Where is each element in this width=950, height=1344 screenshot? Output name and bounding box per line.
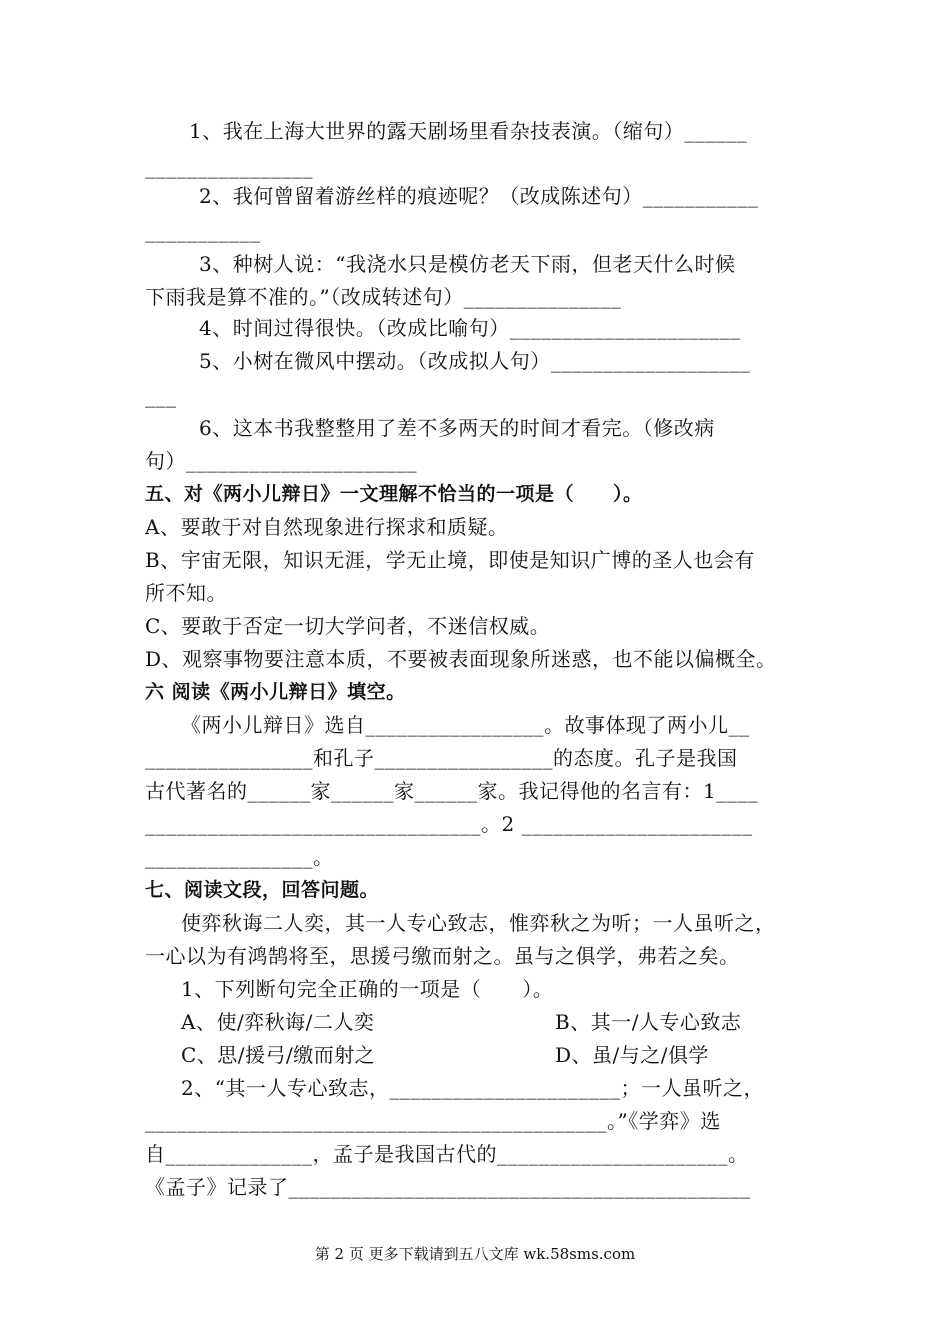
s6-line5: ________________。 bbox=[145, 845, 334, 869]
s6-line3: 古代著名的______家______家______家。我记得他的名言有：1____ bbox=[145, 779, 759, 803]
s5-option-b-line1: B、宇宙无限，知识无涯，学无止境，即使是知识广博的圣人也会有 bbox=[145, 548, 755, 572]
s7-q2-line4: 《孟子》记录了____________________________________________ bbox=[145, 1175, 751, 1199]
s4-q1-blank: ________________ bbox=[145, 155, 313, 179]
s4-q3-line1: 3、种树人说：“我浇水只是模仿老天下雨，但老天什么时候 bbox=[199, 252, 736, 276]
s5-option-c: C、要敢于否定一切大学问者，不迷信权威。 bbox=[145, 614, 551, 638]
s4-q2: 2、我何曾留着游丝样的痕迹呢？（改成陈述句）___________ bbox=[199, 184, 759, 208]
s5-option-d: D、观察事物要注意本质，不要被表面现象所迷惑，也不能以偏概全。 bbox=[145, 647, 777, 671]
s4-q6-line2: 句）______________________ bbox=[145, 449, 417, 473]
s6-line4: ________________________________。2 ______________________ bbox=[145, 812, 753, 836]
s7-q2-line1: 2、“其一人专心致志，______________________；一人虽听之， bbox=[181, 1076, 764, 1100]
s4-q6-line1: 6、这本书我整整用了差不多两天的时间才看完。（修改病 bbox=[199, 416, 715, 440]
s4-q2-blank: ___________ bbox=[145, 219, 261, 243]
s7-q1-options-row2 bbox=[145, 1040, 846, 1070]
s7-q2-line2: ____________________________________________。”《学弈》选 bbox=[145, 1109, 721, 1133]
s7-q2-line3: 自______________，孟子是我国古代的______________________。 bbox=[145, 1142, 749, 1166]
s6-line1: 《两小儿辩日》选自_________________。故事体现了两小儿__ bbox=[181, 713, 750, 737]
s7-q1-options-row1 bbox=[145, 1007, 846, 1037]
s7-option-a: A、使/弈秋诲/二人奕 bbox=[181, 1010, 375, 1034]
s4-q5: 5、小树在微风中摆动。（改成拟人句）___________________ bbox=[199, 349, 751, 373]
s5-option-b-line2: 所不知。 bbox=[145, 581, 227, 605]
s4-q5-blank: ___ bbox=[145, 384, 177, 408]
s5-option-a: A、要敢于对自然现象进行探求和质疑。 bbox=[145, 515, 509, 539]
s4-q4: 4、时间过得很快。（改成比喻句）______________________ bbox=[199, 316, 741, 340]
s6-title: 六 阅读《两小儿辩日》填空。 bbox=[145, 681, 406, 703]
s7-option-c: C、思/援弓/缴而射之 bbox=[181, 1043, 376, 1067]
s4-q3-line2: 下雨我是算不准的。”（改成转述句）_______________ bbox=[145, 285, 622, 309]
s7-passage-line1: 使弈秋诲二人奕，其一人专心致志，惟弈秋之为听；一人虽听之， bbox=[181, 911, 776, 935]
page-footer: 第 2 页 更多下载请到五八文库 wk.58sms.com bbox=[314, 1245, 636, 1263]
s5-title: 五、对《两小儿辩日》一文理解不恰当的一项是（ ）。 bbox=[145, 483, 643, 505]
s7-passage-line2: 一心以为有鸿鹄将至，思援弓缴而射之。虽与之俱学，弗若之矣。 bbox=[145, 944, 740, 968]
s7-title: 七、阅读文段，回答问题。 bbox=[145, 879, 380, 901]
s7-q1: 1、下列断句完全正确的一项是（ ）。 bbox=[181, 977, 554, 1001]
s4-q1: 1、我在上海大世界的露天剧场里看杂技表演。（缩句）______ bbox=[189, 119, 748, 143]
s7-option-b: B、其一/人专心致志 bbox=[555, 1010, 742, 1034]
s6-line2: ________________和孔子_________________的态度。孔子是我国 bbox=[145, 746, 738, 770]
s7-option-d: D、虽/与之/俱学 bbox=[555, 1043, 710, 1067]
